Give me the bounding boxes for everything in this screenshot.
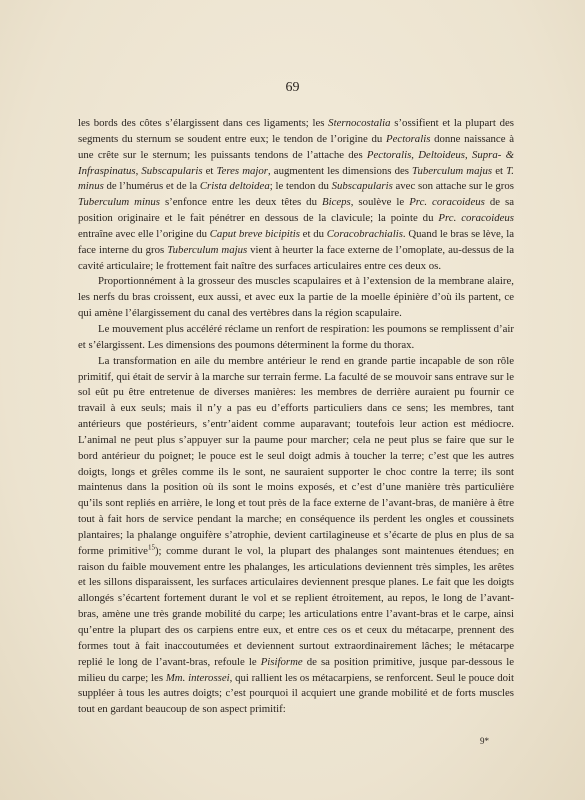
latin-term: Crista deltoidea — [199, 180, 270, 193]
latin-term: Supra- & Infraspinatus — [78, 148, 514, 177]
latin-term: Pectoralis — [366, 148, 412, 161]
page-number: 69 — [285, 80, 300, 95]
latin-term: Mm. interossei — [165, 671, 230, 684]
paragraph: les bords des côtes s’élargissent dans ces ligaments; les Sternocostalia s’ossifient et la plupart des segments du sternum se soudent entre eux; le tendon de l’origine du Pectoralis donne naissance à une crête sur le sternum; les puissants tendons de l’attache des Pectoralis, Deltoideus, Supra- & Infraspinatus, Subscapularis et Teres major, augmentent les dimensions des Tuberculum majus et T. minus de l’humérus et de la Crista deltoidea; le tendon du Subscapularis avec son attache sur le gros Tuberculum minus s’enfonce entre les deux têtes du Biceps, soulève le Prc. coracoideus de sa position originaire et le fait pénétrer en dessous de la clavicule; la pointe du Prc. coracoideus entraîne avec elle l’origine du Caput breve bicipitis et du Coracobrachialis. Quand le bras se lève, la face interne du gros Tuberculum majus vient à heurter la face externe de l’omoplate, au-dessus de la cavité articulaire; le frottement fait naître des surfaces articulaires entre ces deux os. — [78, 117, 514, 272]
latin-term: T. minus — [78, 164, 514, 193]
latin-term: Coracobrachialis — [326, 227, 403, 240]
body-text — [78, 116, 514, 718]
latin-term: Tuberculum majus — [167, 243, 248, 256]
footnote-ref: 15 — [147, 543, 155, 552]
paragraph: Proportionnément à la grosseur des muscles scapulaires et à l’extension de la membrane alaire, les nerfs du bras croissent, eux aussi, et avec eux la partie de la moelle épinière d’où ils partent, ce qui amène l’élargissement du canal des vertèbres dans la région scapulaire. — [78, 275, 514, 320]
latin-term: Tuberculum minus — [78, 196, 160, 209]
latin-term: Biceps — [321, 196, 351, 209]
latin-term: Pisiforme — [260, 655, 303, 668]
printer-signature: 9* — [480, 736, 489, 746]
latin-term: Prc. coracoideus — [438, 212, 514, 225]
paragraph: La transformation en aile du membre antérieur le rend en grande partie incapable de son rôle primitif, qui était de servir à la marche sur terrain ferme. La faculté de se mouvoir sans entrave sur le sol eût pu être entretenue de diverses manières: les membres de derrière auraient pu fournir ce travail à eux seuls; mais il n’y a pas eu d’efforts particuliers dans ce sens; les membres, tant antérieurs que postérieurs, s’entr’aident comme auparavant; toutefois leur action est médiocre. L’animal ne peut plus s’appuyer sur la paume pour marcher; cela ne peut plus se faire que sur le bord antérieur du poignet; le pouce est le seul doigt admis à toucher la terre; c’est que les autres doigts, longs et grêles comme ils le sont, ne sauraient supporter le choc contre la terre; ils sont maintenus dans la position où ils sont le moins exposés, et c’est d’une manière très particulière qu’ils sont repliés en arrière, le long et tout près de la face externe de l’avant-bras, de manière à être tout à fait hors de service pendant la marche; en conséquence ils perdent les ongles et coussinets plantaires; la phalange onguifère s’atrophie, devient cartilagineuse et s’écarte de plus en plus de sa forme primitive$^{15}$); comme durant le vol, la plupart des phalanges sont maintenues étendues; en raison du faible mouvement entre les phalanges, les articulations deviennent très simples, les arêtes et les sillons disparaissent, les surfaces articulaires deviennent presque planes. Le fait que les doigts allongés s’écartent fortement durant le vol et se replient étroitement, au repos, le long de l’avant-bras, amène une très grande mobilité du carpe; les articulations entre l’avant-bras et le carpe, ainsi qu’entre la plupart des os carpiens entre eux, et entre ces os et ceux du métacarpe, prennent des formes tout à fait inaccoutumées et deviennent surtout extraordinairement lâches; le métacarpe replié le long de l’avant-bras, refoule le Pisiforme de sa position primitive, jusque par-dessous le milieu du carpe; les Mm. interossei, qui rallient les os métacarpiens, se renforcent. Seul le pouce doit suppléer à tous les autres doigts; c’est pourquoi il acquiert une grande mobilité et de forts muscles tout en gardant beaucoup de son aspect primitif: — [78, 354, 514, 716]
paragraph: Le mouvement plus accéléré réclame un renfort de respiration: les poumons se remplissent d’air et s’élargissent. Les dimensions des poumons déterminent la forme du thorax. — [78, 322, 514, 351]
latin-term: Pectoralis — [386, 132, 431, 145]
latin-term: Sternocostalia — [328, 117, 391, 129]
latin-term: Subscapularis — [331, 180, 393, 193]
latin-term: Caput breve bicipitis — [209, 227, 300, 240]
latin-term: Tuberculum majus — [412, 164, 493, 177]
latin-term: Teres major — [216, 164, 268, 177]
latin-term: Subscapularis — [141, 164, 203, 177]
latin-term: Prc. coracoideus — [409, 196, 485, 209]
latin-term: Deltoideus — [418, 148, 466, 161]
